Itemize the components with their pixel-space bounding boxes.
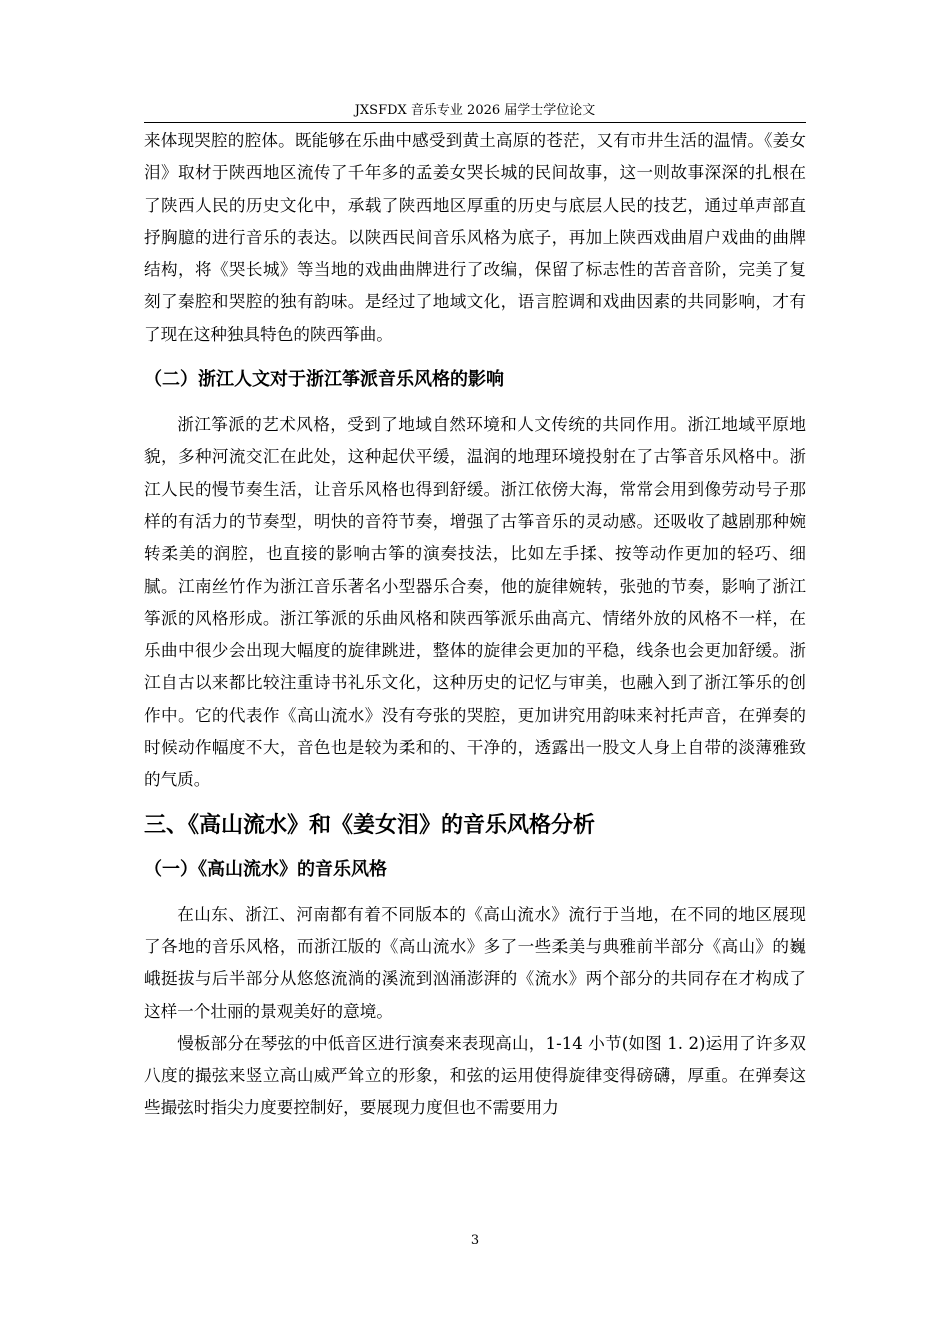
paragraph-gaoshan-versions: 在山东、浙江、河南都有着不同版本的《高山流水》流行于当地，在不同的地区展现了各地的音乐风格，而浙江版的《高山流水》多了一些柔美与典雅前半部分《高山》的巍峨挺拔与后半部分从悠悠流淌的溪流到汹涌澎湃的《流水》两个部分的共同存在才构成了这样一个壮丽的景观美好的意境。	[144, 904, 806, 1021]
page-number: 3	[470, 1233, 480, 1248]
section-heading-3: 三、《高山流水》和《姜女泪》的音乐风格分析	[144, 812, 596, 838]
subsection-heading-zhejiang: （二）浙江人文对于浙江筝派音乐风格的影响	[144, 369, 504, 391]
paragraph-continued: 来体现哭腔的腔体。既能够在乐曲中感受到黄土高原的苍茫，又有市井生活的温情。《姜女泪》取材于陕西地区流传了千年多的孟姜女哭长城的民间故事，这一则故事深深的扎根在了陕西人民的历史文化中，承载了陕西地区厚重的历史与底层人民的技艺，通过单声部直抒胸臆的进行音乐的表达。以陕西民间音乐风格为底子，再加上陕西戏曲眉户戏曲的曲牌结构，将《哭长城》等当地的戏曲曲牌进行了改编，保留了标志性的苦音音阶，完美了复刻了秦腔和哭腔的独有韵味。是经过了地域文化，语言腔调和戏曲因素的共同影响，才有了现在这种独具特色的陕西筝曲。	[144, 131, 806, 344]
page-content	[144, 125, 806, 1125]
paragraph-zhejiang-style: 浙江筝派的艺术风格，受到了地域自然环境和人文传统的共同作用。浙江地域平原地貌，多种河流交汇在此处，这种起伏平缓，温润的地理环境投射在了古筝音乐风格中。浙江人民的慢节奏生活，让音乐风格也得到舒缓。浙江依傍大海，常常会用到像劳动号子那样的有活力的节奏型，明快的音符节奏，增强了古筝音乐的灵动感。还吸收了越剧那种婉转柔美的润腔，也直接的影响古筝的演奏技法，比如左手揉、按等动作更加的轻巧、细腻。江南丝竹作为浙江音乐著名小型器乐合奏，他的旋律婉转，张弛的节奏，影响了浙江筝派的风格形成。浙江筝派的乐曲风格和陕西筝派乐曲高亢、情绪外放的风格不一样，在乐曲中很少会出现大幅度的旋律跳进，整体的旋律会更加的平稳，线条也会更加舒缓。浙江自古以来都比较注重诗书礼乐文化，这种历史的记忆与审美，也融入到了浙江筝乐的创作中。它的代表作《高山流水》没有夸张的哭腔，更加讲究用韵味来衬托声音，在弹奏的时候动作幅度不大，音色也是较为柔和的、干净的，透露出一股文人身上自带的淡薄雅致的气质。	[144, 415, 806, 790]
paragraph-manban: 慢板部分在琴弦的中低音区进行演奏来表现高山，1-14 小节(如图 1. 2)运用了许多双八度的撮弦来竖立高山威严耸立的形象，和弦的运用使得旋律变得磅礴，厚重。在弹奏这些撮弦时指尖力度要控制好，要展现力度但也不需要用力	[144, 1033, 806, 1118]
subsection-heading-gaoshan: （一）《高山流水》的音乐风格	[144, 858, 387, 880]
header-rule	[144, 122, 806, 123]
running-header: JXSFDX 音乐专业 2026 届学士学位论文	[354, 103, 596, 118]
